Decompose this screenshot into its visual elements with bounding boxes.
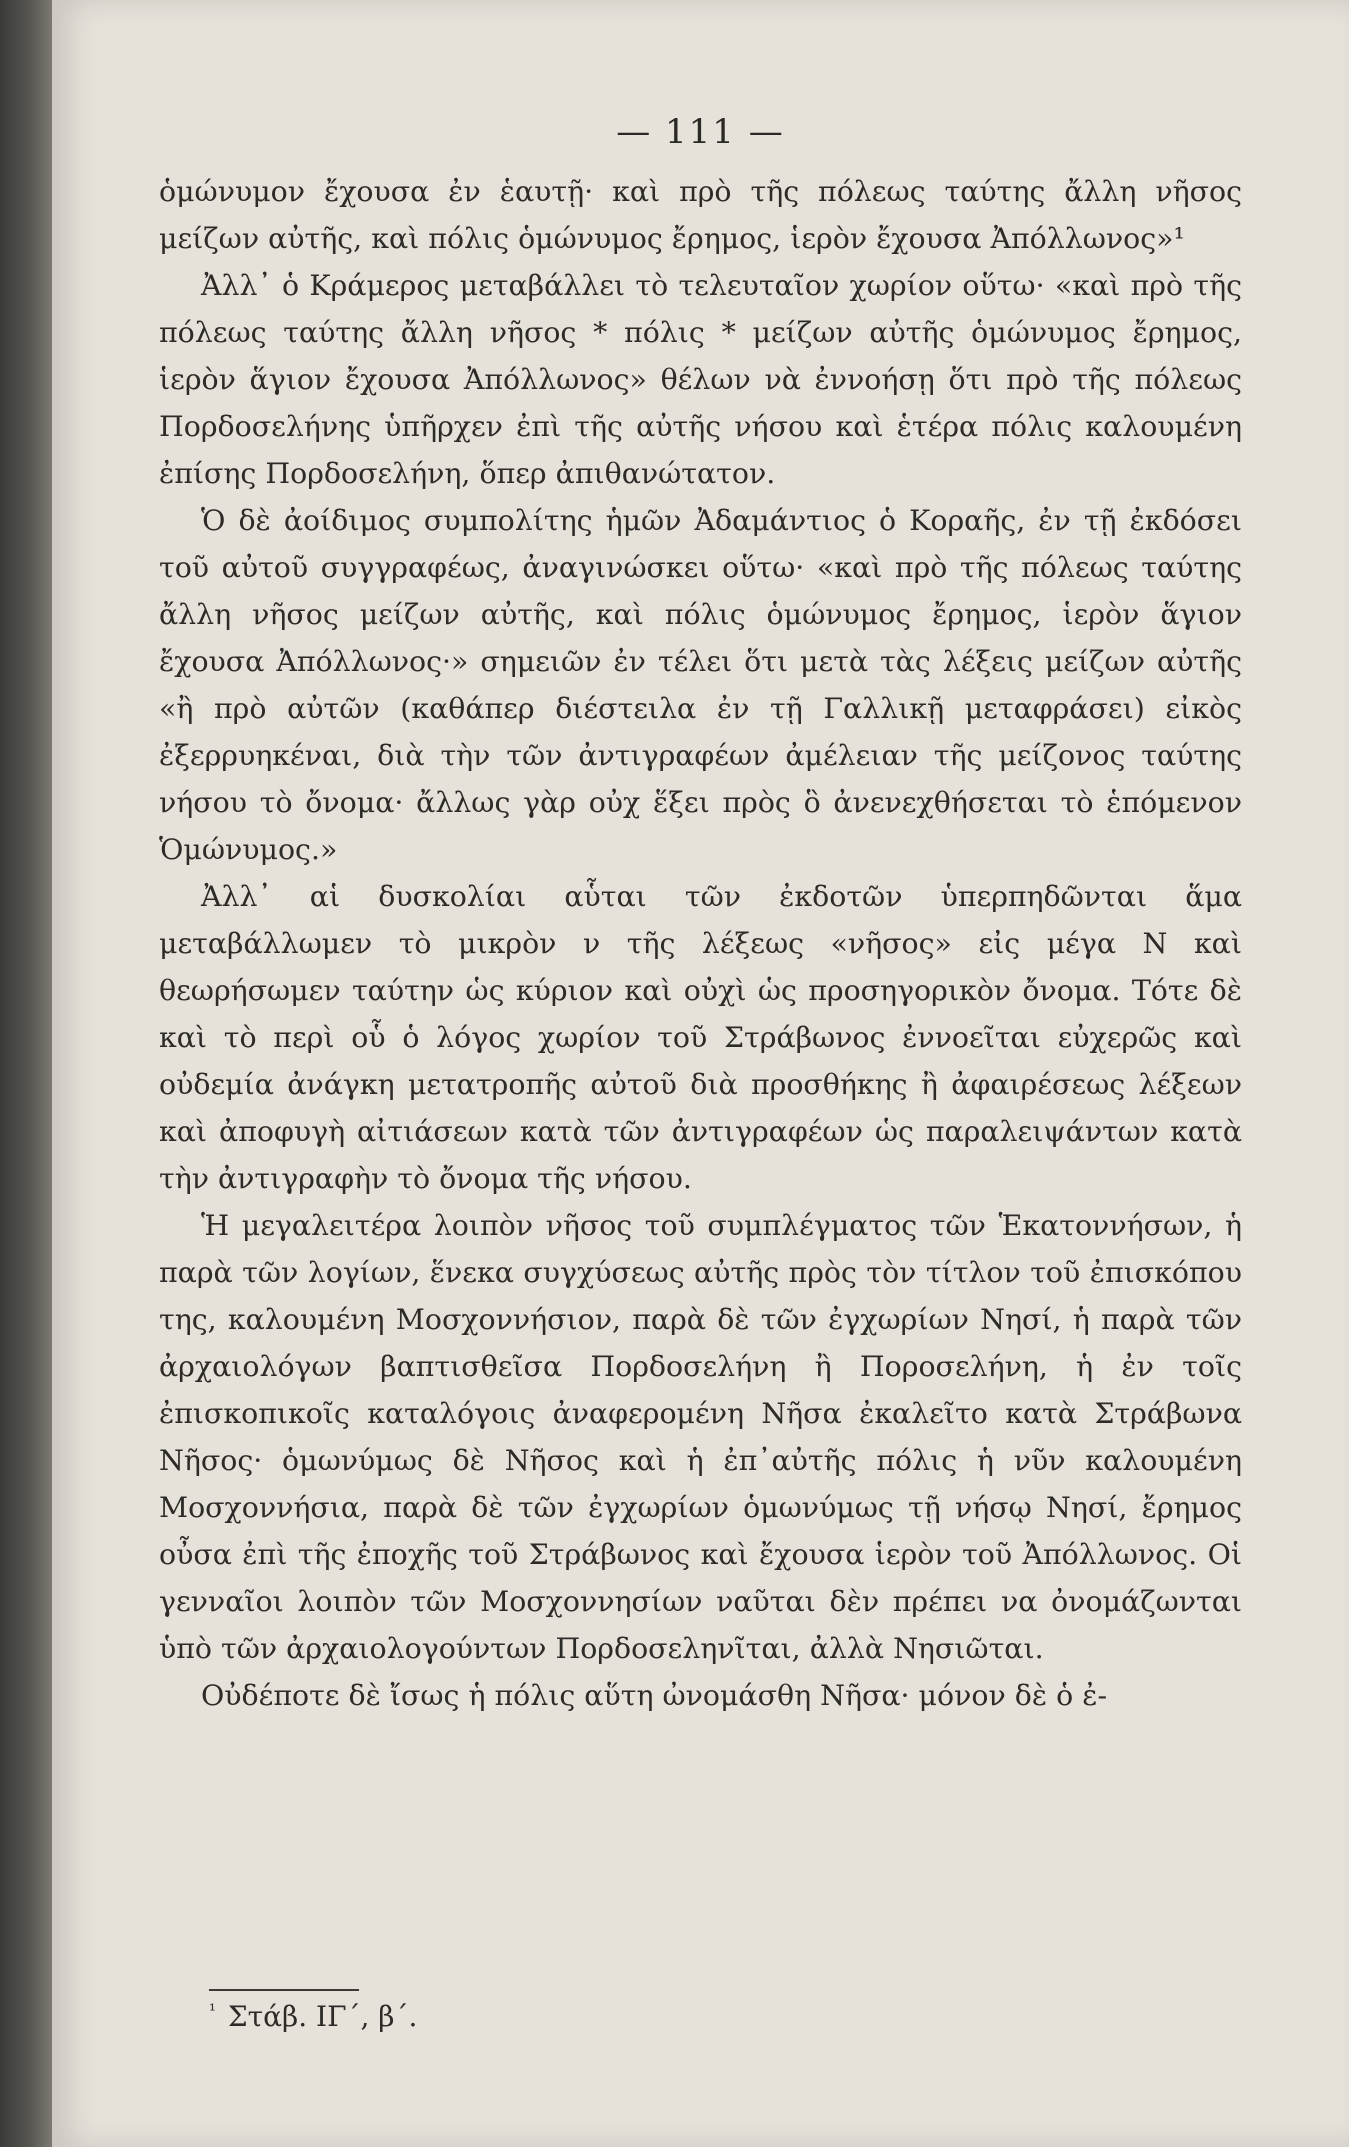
paragraph-1: ὁμώνυμον ἔχουσα ἐν ἑαυτῇ· καὶ πρὸ τῆς πόλεως ταύτης ἄλλη νῆσος μείζων αὐτῆς, καὶ πόλις ὁμώνυμος ἔρημος, ἱερὸν ἔχουσα Ἀπόλλωνος»¹ (159, 175, 1242, 255)
footnote-rule (209, 1989, 359, 1991)
book-binding-edge (0, 0, 52, 2147)
footnote-text: Στάβ. ΙΓ΄, β΄. (227, 2000, 418, 2033)
paragraph-4: Ἀλλ᾽ αἱ δυσκολίαι αὗται τῶν ἐκδοτῶν ὑπερπηδῶνται ἅμα μεταβάλλωμεν τὸ μικρὸν ν τῆς λέξεως «νῆσος» εἰς μέγα Ν καὶ θεωρήσωμεν ταύτην ὡς κύριον καὶ οὐχὶ ὡς προσηγορικὸν ὄνομα. Τότε δὲ καὶ τὸ περὶ οὗ ὁ λόγος χωρίον τοῦ Στράβωνος ἐννοεῖται εὐχερῶς καὶ οὐδεμία ἀνάγκη μετατροπῆς αὐτοῦ διὰ προσθήκης ἢ ἀφαιρέσεως λέξεων καὶ ἀποφυγὴ αἰτιάσεων κατὰ τῶν ἀντιγραφέων ὡς παραλειψάντων κατὰ τὴν ἀντιγραφὴν τὸ ὄνομα τῆς νήσου. (159, 880, 1242, 1195)
paragraph-6: Οὐδέποτε δὲ ἴσως ἡ πόλις αὕτη ὠνομάσθη Νῆσα· μόνον δὲ ὁ ἐ- (201, 1679, 1108, 1712)
body-text (159, 168, 1242, 1719)
footnote-mark: ¹ (209, 2000, 216, 2021)
footnote (209, 2000, 417, 2033)
page-number: — 111 — (616, 112, 785, 152)
paragraph-2: Ἀλλ᾽ ὁ Κράμερος μεταβάλλει τὸ τελευταῖον χωρίον οὕτω· «καὶ πρὸ τῆς πόλεως ταύτης ἄλλη νῆσος * πόλις * μείζων αὐτῆς ὁμώνυμος ἔρημος, ἱερὸν ἅγιον ἔχουσα Ἀπόλλωνος» θέλων νὰ ἐννοήσῃ ὅτι πρὸ τῆς πόλεως Πορδοσελήνης ὑπῆρχεν ἐπὶ τῆς αὐτῆς νήσου καὶ ἑτέρα πόλις καλουμένη ἐπίσης Πορδοσελήνη, ὅπερ ἀπιθανώτατον. (159, 269, 1242, 490)
paragraph-5: Ἡ μεγαλειτέρα λοιπὸν νῆσος τοῦ συμπλέγματος τῶν Ἑκατοννήσων, ἡ παρὰ τῶν λογίων, ἕνεκα συγχύσεως αὐτῆς πρὸς τὸν τίτλον τοῦ ἐπισκόπου της, καλουμένη Μοσχοννήσιον, παρὰ δὲ τῶν ἐγχωρίων Νησί, ἡ παρὰ τῶν ἀρχαιολόγων βαπτισθεῖσα Πορδοσελήνη ἢ Ποροσελήνη, ἡ ἐν τοῖς ἐπισκοπικοῖς καταλόγοις ἀναφερομένη Νῆσα ἐκαλεῖτο κατὰ Στράβωνα Νῆσος· ὁμωνύμως δὲ Νῆσος καὶ ἡ ἐπ᾽αὐτῆς πόλις ἡ νῦν καλουμένη Μοσχοννήσια, παρὰ δὲ τῶν ἐγχωρίων ὁμωνύμως τῇ νήσῳ Νησί, ἔρημος οὖσα ἐπὶ τῆς ἐποχῆς τοῦ Στράβωνος καὶ ἔχουσα ἱερὸν τοῦ Ἀπόλλωνος. Οἱ γενναῖοι λοιπὸν τῶν Μοσχοννησίων ναῦται δὲν πρέπει να ὀνομάζωνται ὑπὸ τῶν ἀρχαιολογούντων Πορδοσεληνῖται, ἀλλὰ Νησιῶται. (159, 1209, 1242, 1665)
paragraph-3: Ὁ δὲ ἀοίδιμος συμπολίτης ἡμῶν Ἀδαμάντιος ὁ Κοραῆς, ἐν τῇ ἐκδόσει τοῦ αὐτοῦ συγγραφέως, ἀναγινώσκει οὕτω· «καὶ πρὸ τῆς πόλεως ταύτης ἄλλη νῆσος μείζων αὐτῆς, καὶ πόλις ὁμώνυμος ἔρημος, ἱερὸν ἅγιον ἔχουσα Ἀπόλλωνος·» σημειῶν ἐν τέλει ὅτι μετὰ τὰς λέξεις μείζων αὐτῆς «ἢ πρὸ αὐτῶν (καθάπερ διέστειλα ἐν τῇ Γαλλικῇ μεταφράσει) εἰκὸς ἐξερρυηκέναι, διὰ τὴν τῶν ἀντιγραφέων ἀμέλειαν τῆς μείζονος ταύτης νήσου τὸ ὄνομα· ἄλλως γὰρ οὐχ ἕξει πρὸς ὃ ἀνενεχθήσεται τὸ ἑπόμενον Ὁμώνυμος.» (159, 504, 1242, 866)
book-page (52, 0, 1349, 2147)
